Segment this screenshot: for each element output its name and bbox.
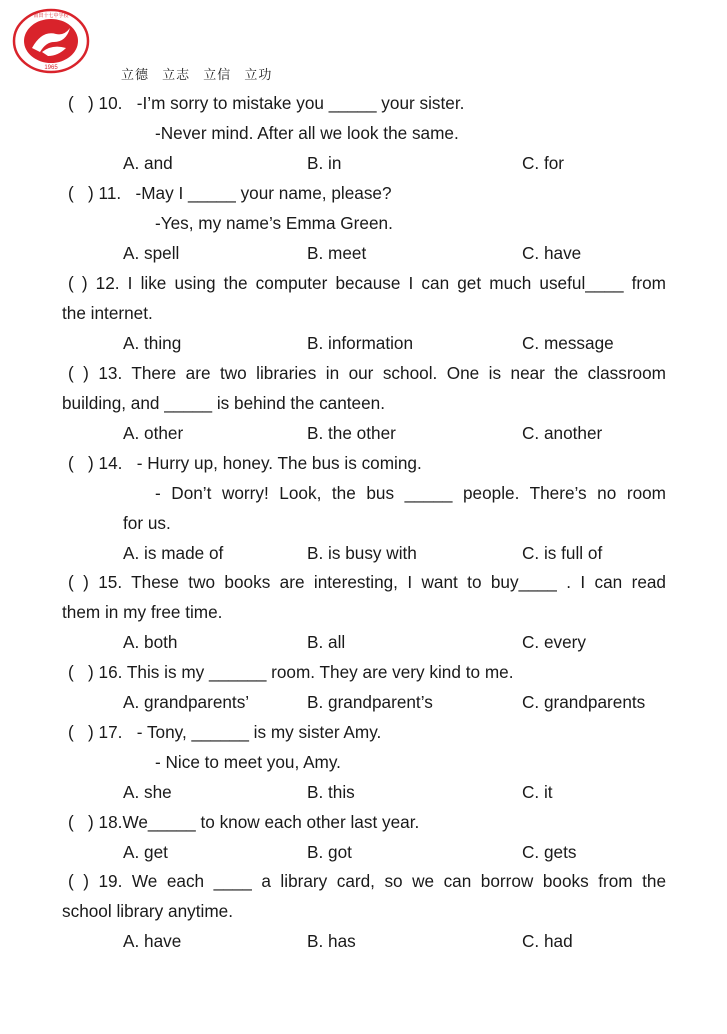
question-14-stem: ( ) 14. - Hurry up, honey. The bus is coming. — [68, 453, 422, 473]
question-13-line-2: building, and _____ is behind the canteen. — [62, 393, 386, 413]
question-14-option-b: B. is busy with — [307, 543, 417, 563]
svg-text:莆田十七中学校: 莆田十七中学校 — [33, 13, 69, 19]
question-18-option-b: B. got — [307, 842, 352, 862]
school-logo — [12, 8, 90, 74]
question-13-stem: ( ) 13. There are two libraries in our school. One is near the classroom — [68, 363, 666, 383]
question-13-option-c: C. another — [522, 423, 603, 443]
svg-text:1965: 1965 — [44, 65, 58, 71]
question-19-option-c: C. had — [522, 931, 573, 951]
question-15-option-a: A. both — [123, 632, 178, 652]
question-17-option-a: A. she — [123, 782, 172, 802]
question-11-option-a: A. spell — [123, 243, 180, 263]
question-13-option-b: B. the other — [307, 423, 396, 443]
question-13-option-a: A. other — [123, 423, 184, 443]
question-14-option-c: C. is full of — [522, 543, 603, 563]
question-16-option-c: C. grandparents — [522, 692, 646, 712]
question-12-option-c: C. message — [522, 333, 614, 353]
question-17-stem: ( ) 17. - Tony, ______ is my sister Amy. — [68, 722, 382, 742]
question-18-option-c: C. gets — [522, 842, 577, 862]
question-10-option-a: A. and — [123, 153, 173, 173]
question-18-option-a: A. get — [123, 842, 168, 862]
question-14-option-a: A. is made of — [123, 543, 224, 563]
question-12-stem: ( ) 12. I like using the computer because I can get much useful____ from — [68, 273, 666, 293]
school-motto: 立德 立志 立信 立功 — [121, 68, 273, 83]
question-15-option-c: C. every — [522, 632, 586, 652]
question-11-option-c: C. have — [522, 243, 582, 263]
question-19-option-b: B. has — [307, 931, 356, 951]
question-14-line-3: for us. — [123, 513, 171, 533]
question-12-option-b: B. information — [307, 333, 414, 353]
question-17-line-2: - Nice to meet you, Amy. — [155, 752, 341, 772]
question-10-option-b: B. in — [307, 153, 342, 173]
question-19-line-2: school library anytime. — [62, 901, 233, 921]
question-10-option-c: C. for — [522, 153, 565, 173]
question-15-line-2: them in my free time. — [62, 602, 223, 622]
question-17-option-c: C. it — [522, 782, 553, 802]
question-17-option-b: B. this — [307, 782, 355, 802]
question-16-stem: ( ) 16. This is my ______ room. They are very kind to me. — [68, 662, 514, 682]
question-15-stem: ( ) 15. These two books are interesting, I want to buy____ . I can read — [68, 572, 666, 592]
question-12-line-2: the internet. — [62, 303, 153, 323]
question-18-stem: ( ) 18.We_____ to know each other last year. — [68, 812, 420, 832]
question-16-option-a: A. grandparents’ — [123, 692, 250, 712]
question-11-stem: ( ) 11. -May I _____ your name, please? — [68, 183, 392, 203]
question-19-stem: ( ) 19. We each ____ a library card, so we can borrow books from the — [68, 871, 666, 891]
question-15-option-b: B. all — [307, 632, 346, 652]
question-14-line-2: - Don’t worry! Look, the bus _____ people. There’s no room — [155, 483, 666, 503]
question-11-line-2: -Yes, my name’s Emma Green. — [155, 213, 393, 233]
question-10-stem: ( ) 10. -I’m sorry to mistake you _____ your sister. — [68, 93, 465, 113]
question-10-line-2: -Never mind. After all we look the same. — [155, 123, 459, 143]
question-11-option-b: B. meet — [307, 243, 367, 263]
question-16-option-b: B. grandparent’s — [307, 692, 433, 712]
question-19-option-a: A. have — [123, 931, 182, 951]
question-12-option-a: A. thing — [123, 333, 182, 353]
